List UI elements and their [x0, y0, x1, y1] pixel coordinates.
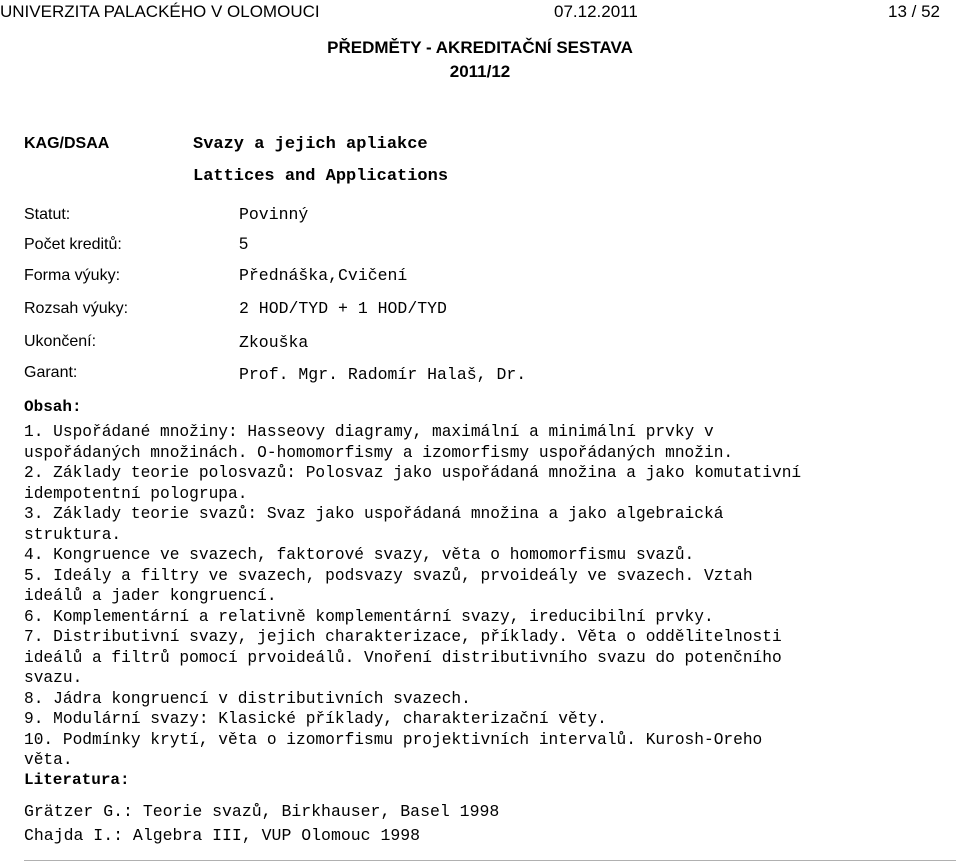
obsah-line: 5. Ideály a filtry ve svazech, podsvazy svazů, prvoideály ve svazech. Vztah: [24, 566, 753, 585]
field-value-ukonceni: Zkouška: [239, 333, 309, 352]
field-label-statut: Statut:: [24, 206, 71, 223]
report-date: 07.12.2011: [554, 2, 638, 21]
literatura-item: Chajda I.: Algebra III, VUP Olomouc 1998: [24, 826, 421, 845]
page-number: 13 / 52: [888, 2, 940, 21]
university-name: UNIVERZITA PALACKÉHO V OLOMOUCI: [0, 2, 320, 21]
obsah-content: [24, 422, 954, 771]
field-value-forma: Přednáška,Cvičení: [239, 266, 408, 285]
literatura-item: Grätzer G.: Teorie svazů, Birkhauser, Basel 1998: [24, 802, 500, 821]
obsah-line: uspořádaných množinách. O-homomorfismy a izomorfismy uspořádaných množin.: [24, 443, 734, 462]
course-code: KAG/DSAA: [24, 135, 110, 152]
literatura-heading: Literatura:: [24, 771, 130, 789]
obsah-line: svazu.: [24, 669, 83, 687]
course-name-czech: Svazy a jejich apliakce: [193, 135, 428, 154]
obsah-line: 3. Základy teorie svazů: Svaz jako uspořádaná množina a jako algebraická: [24, 505, 724, 523]
obsah-line: ideálů a jader kongruencí.: [24, 587, 277, 605]
obsah-line: 8. Jádra kongruencí v distributivních svazech.: [24, 689, 471, 708]
field-value-statut: Povinný: [239, 205, 309, 224]
obsah-line: 6. Komplementární a relativně komplementární svazy, ireducibilní prvky.: [24, 607, 714, 626]
obsah-line: ideálů a filtrů pomocí prvoideálů. Vnoření distributivního svazu do potenčního: [24, 648, 782, 667]
obsah-line: 2. Základy teorie polosvazů: Polosvaz jako uspořádaná množina a jako komutativní: [24, 464, 802, 482]
field-value-garant: Prof. Mgr. Radomír Halaš, Dr.: [239, 365, 527, 384]
field-label-kredity: Počet kreditů:: [24, 236, 122, 253]
obsah-line: 7. Distributivní svazy, jejich charakterizace, příklady. Věta o oddělitelnosti: [24, 628, 782, 646]
obsah-line: věta.: [24, 751, 73, 769]
obsah-line: 10. Podmínky krytí, věta o izomorfismu projektivních intervalů. Kurosh-Oreho: [24, 730, 763, 749]
obsah-heading: Obsah:: [24, 398, 82, 416]
document-title: PŘEDMĚTY - AKREDITAČNÍ SESTAVA: [327, 38, 633, 57]
obsah-line: 9. Modulární svazy: Klasické příklady, charakterizační věty.: [24, 710, 607, 728]
field-label-rozsah: Rozsah výuky:: [24, 300, 129, 317]
obsah-line: 1. Uspořádané množiny: Hasseovy diagramy, maximální a minimální prvky v: [24, 423, 714, 441]
obsah-line: 4. Kongruence ve svazech, faktorové svazy, věta o homomorfismu svazů.: [24, 546, 695, 564]
field-label-ukonceni: Ukončení:: [24, 333, 97, 350]
obsah-line: struktura.: [24, 525, 122, 544]
obsah-line: idempotentní pologrupa.: [24, 484, 248, 503]
field-label-garant: Garant:: [24, 364, 78, 381]
field-value-kredity: 5: [239, 235, 249, 253]
course-name-english: Lattices and Applications: [193, 167, 449, 186]
bottom-divider: [24, 860, 956, 861]
academic-year: 2011/12: [449, 62, 511, 81]
field-label-forma: Forma výuky:: [24, 267, 121, 284]
field-value-rozsah: 2 HOD/TYD + 1 HOD/TYD: [239, 299, 447, 318]
